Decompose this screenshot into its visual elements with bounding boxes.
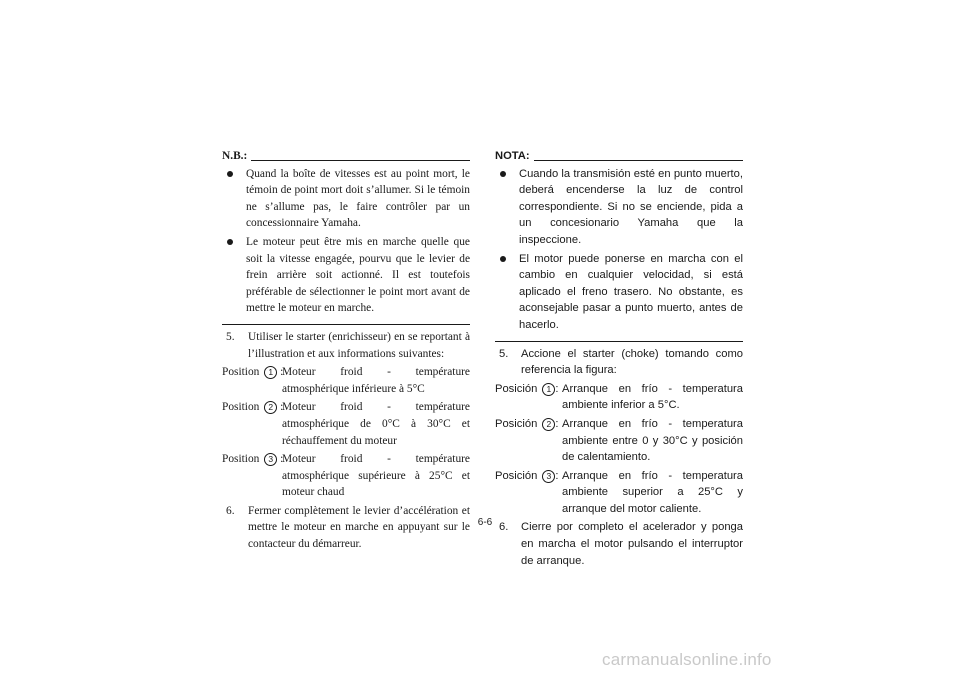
- spanish-position-2: [495, 416, 743, 466]
- spanish-position-3-label: Posición 3 :: [495, 469, 559, 482]
- circled-number-2-icon: 2: [542, 418, 555, 431]
- spanish-bullet-2-text: El motor puede ponerse en marcha con el cambio en cualquier velocidad, si está aplicado el freno trasero. No obstante, es aconsejable pasar a punto muerto, antes de hacerlo.: [519, 252, 743, 331]
- circled-number-2-icon: 2: [264, 401, 277, 414]
- french-position-2-text: Moteur froid - température atmosphérique de 0°C à 30°C et réchauffement du moteur: [282, 401, 470, 447]
- spanish-note-underline: [534, 160, 743, 161]
- spanish-position-2-label: Posición 2 :: [495, 417, 559, 430]
- spanish-position-3: [495, 468, 743, 518]
- french-position-3-text: Moteur froid - température atmosphérique supérieure à 25°C et moteur chaud: [282, 453, 470, 499]
- french-step-6-text: Fermer complètement le levier d’accélération et mettre le moteur en marche en appuyant sur le contacteur du démarreur.: [248, 504, 470, 551]
- french-position-3-label: Position 3 :: [222, 453, 284, 466]
- spanish-bullet-2: [495, 251, 743, 334]
- spanish-note-header: [495, 148, 743, 165]
- bullet-dot-icon: [500, 256, 506, 262]
- french-position-2: [222, 399, 470, 449]
- french-bullet-2: [222, 234, 470, 317]
- spanish-step-5: [495, 346, 743, 379]
- french-position-2-label: Position 2 :: [222, 401, 284, 414]
- spanish-position-3-text: Arranque en frío - temperatura ambiente superior a 25°C y arranque del motor caliente.: [562, 469, 743, 515]
- spanish-step-6-text: Cierre por completo el acelerador y ponga en marcha el motor pulsando el interruptor de arranque.: [521, 521, 743, 567]
- watermark: carmanualsonline.info: [602, 650, 772, 669]
- spanish-position-1: [495, 381, 743, 414]
- spanish-bullet-1: [495, 166, 743, 249]
- circled-number-3-icon: 3: [264, 453, 277, 466]
- french-bullet-1: [222, 166, 470, 232]
- french-step-5: [222, 329, 470, 362]
- spanish-column: [495, 148, 743, 571]
- french-note-label: N.B.:: [222, 150, 248, 162]
- french-note-header: [222, 148, 470, 165]
- spanish-bullet-1-text: Cuando la transmisión esté en punto muerto, deberá encenderse la luz de control correspondiente. Si no se enciende, pida a un concesionario Yamaha que la inspeccione.: [519, 167, 743, 246]
- page-number: 6-6: [477, 517, 493, 528]
- spanish-step-6-number: 6.: [499, 521, 509, 534]
- spanish-position-2-text: Arranque en frío - temperatura ambiente entre 0 y 30°C y posición de calentamiento.: [562, 417, 743, 464]
- french-bullet-2-text: Le moteur peut être mis en marche quelle que soit la vitesse engagée, pourvu que le levier de frein arrière soit actionné. Il est toutefois préférable de sélectionner le point mort avant de mettre le moteur en marche.: [246, 235, 470, 315]
- french-position-1: [222, 364, 470, 397]
- french-step-6: [222, 503, 470, 553]
- spanish-note-label: NOTA:: [495, 150, 530, 162]
- french-step-6-number: 6.: [226, 504, 235, 517]
- spanish-step-5-text: Accione el starter (choke) tomando como referencia la figura:: [521, 347, 743, 377]
- spanish-step-5-number: 5.: [499, 347, 509, 360]
- bullet-dot-icon: [227, 239, 233, 245]
- french-bullet-1-text: Quand la boîte de vitesses est au point mort, le témoin de point mort doit s’allumer. Si le témoin ne s’allume pas, le faire contrôler par un concessionnaire Yamaha.: [246, 167, 470, 230]
- circled-number-1-icon: 1: [264, 366, 277, 379]
- spanish-step-6: [495, 519, 743, 569]
- french-column: [222, 148, 470, 555]
- french-note-underline: [251, 160, 470, 161]
- french-position-3: [222, 451, 470, 501]
- circled-number-3-icon: 3: [542, 470, 555, 483]
- french-step-5-number: 5.: [226, 330, 235, 343]
- spanish-position-1-label: Posición 1 :: [495, 382, 559, 395]
- circled-number-1-icon: 1: [542, 383, 555, 396]
- french-position-1-text: Moteur froid - température atmosphérique inférieure à 5°C: [282, 366, 470, 395]
- french-position-1-label: Position 1 :: [222, 366, 284, 379]
- french-step-5-text: Utiliser le starter (enrichisseur) en se reportant à l’illustration et aux informations suivantes:: [248, 330, 470, 360]
- spanish-note-end-rule: [495, 341, 743, 342]
- spanish-position-1-text: Arranque en frío - temperatura ambiente inferior a 5°C.: [562, 382, 743, 412]
- bullet-dot-icon: [500, 171, 506, 177]
- bullet-dot-icon: [227, 171, 233, 177]
- french-note-end-rule: [222, 324, 470, 325]
